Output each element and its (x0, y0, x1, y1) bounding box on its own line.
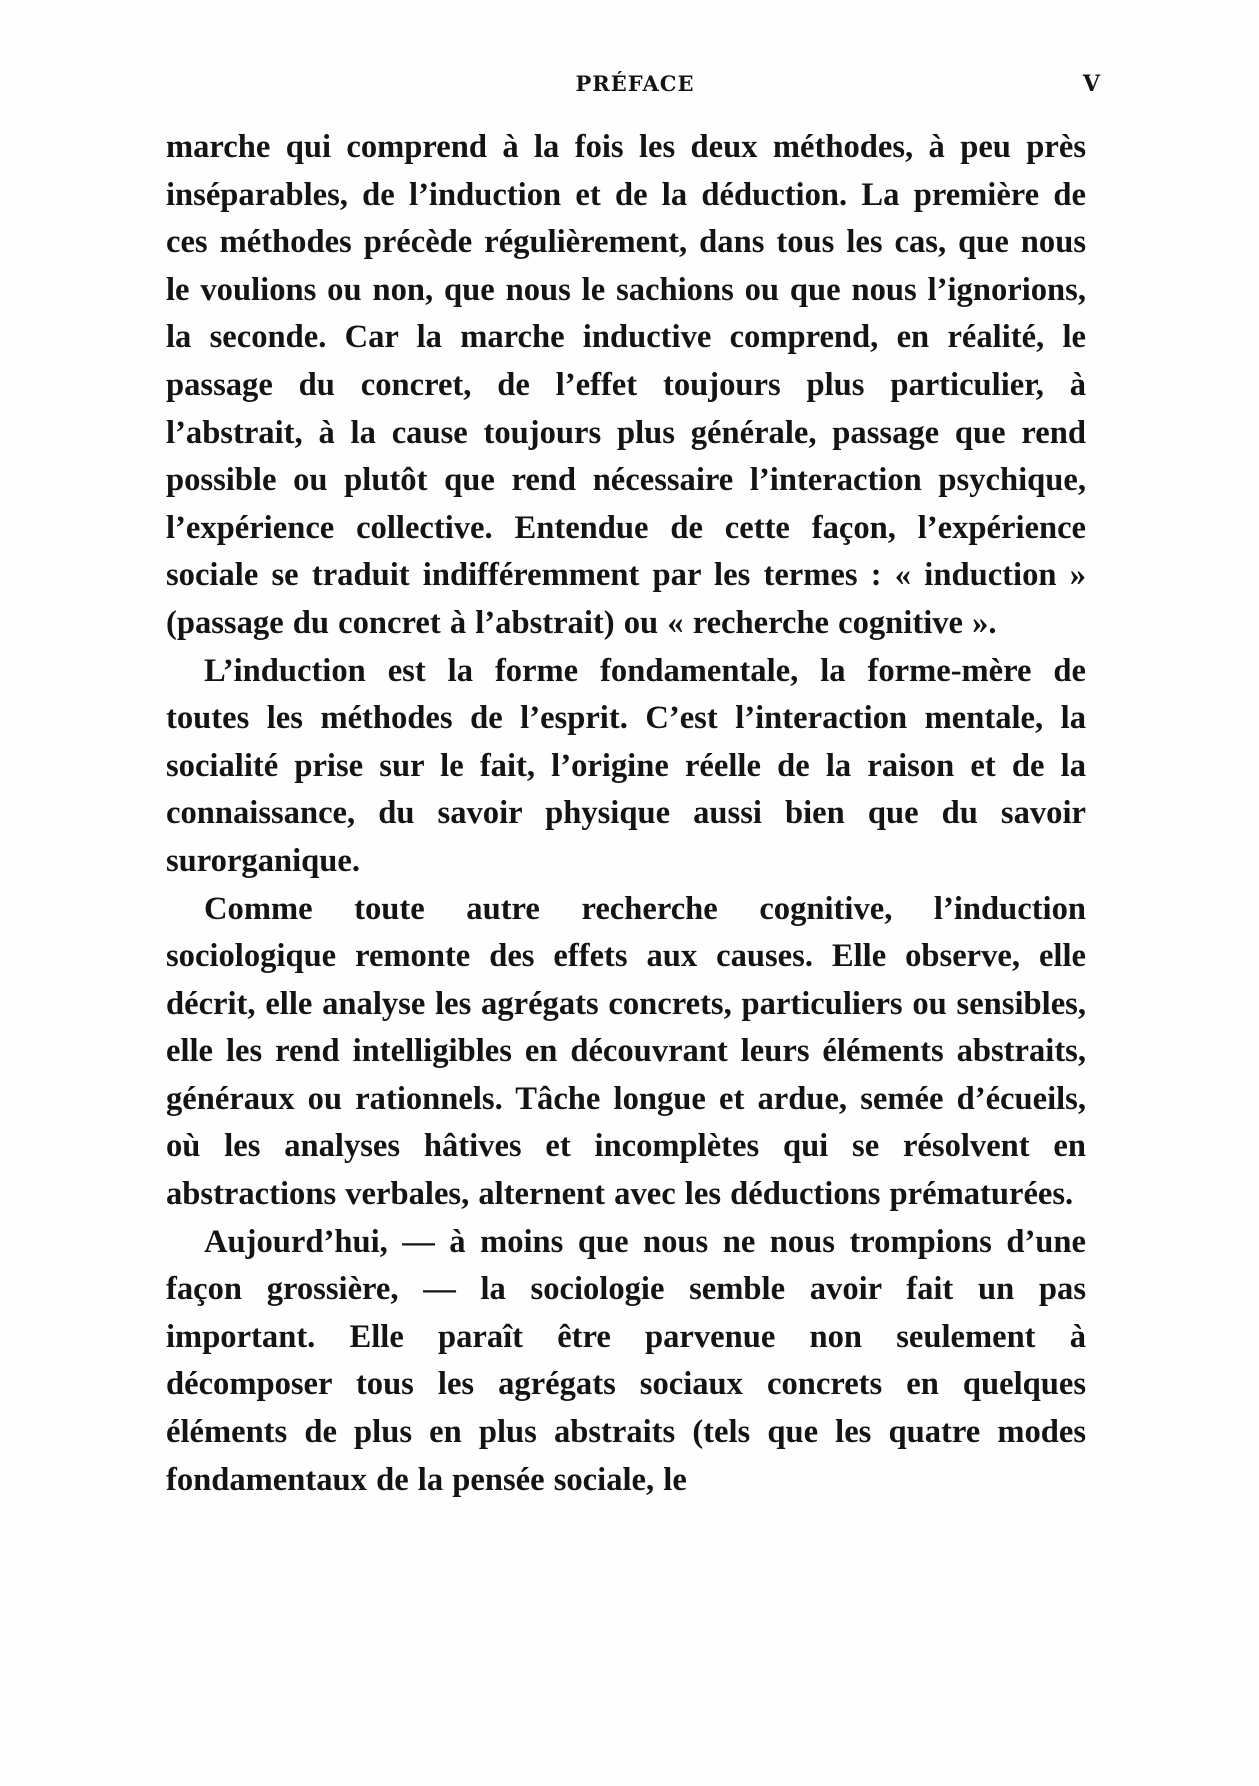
body-text (166, 124, 1086, 1504)
paragraph-continued: marche qui comprend à la fois les deux méthodes, à peu près inséparables, de l’induction et de la déduction. La première de ces méthodes précède régulièrement, dans tous les cas, que nous le voulions ou non, que nous le sachions ou que nous l’ignorions, la seconde. Car la marche inductive comprend, en réalité, le passage du concret, de l’effet toujours plus particulier, à l’abstrait, à la cause toujours plus générale, passage que rend possible ou plutôt que rend nécessaire l’interaction psychique, l’expérience collective. Entendue de cette façon, l’expérience sociale se traduit indifféremment par les termes : « induction » (passage du concret à l’abstrait) ou « recherche cognitive ». (166, 129, 1086, 641)
paragraph-aujourdhui: Aujourd’hui, — à moins que nous ne nous trompions d’une façon grossière, — la sociologie semble avoir fait un pas important. Elle paraît être parvenue non seulement à décomposer tous les agrégats sociaux concrets en quelques éléments de plus en plus abstraits (tels que les quatre modes fondamentaux de la pensée sociale, le (166, 1223, 1086, 1498)
running-title: PRÉFACE (575, 71, 695, 96)
running-head (170, 70, 1100, 110)
paragraph-induction: L’induction est la forme fondamentale, la forme-mère de toutes les méthodes de l’esprit. C’est l’interaction mentale, la socialité prise sur le fait, l’origine réelle de la raison et de la connaissance, du savoir physique aussi bien que du savoir surorganique. (166, 652, 1086, 879)
paragraph-recherche: Comme toute autre recherche cognitive, l’induction sociologique remonte des effets aux causes. Elle observe, elle décrit, elle analyse les agrégats concrets, particuliers ou sensibles, elle les rend intelligibles en découvrant leurs éléments abstraits, généraux ou rationnels. Tâche longue et ardue, semée d’écueils, où les analyses hâtives et incomplètes qui se résolvent en abstractions verbales, alternent avec les déductions prématurées. (166, 890, 1086, 1213)
page-number: V (1082, 71, 1100, 97)
